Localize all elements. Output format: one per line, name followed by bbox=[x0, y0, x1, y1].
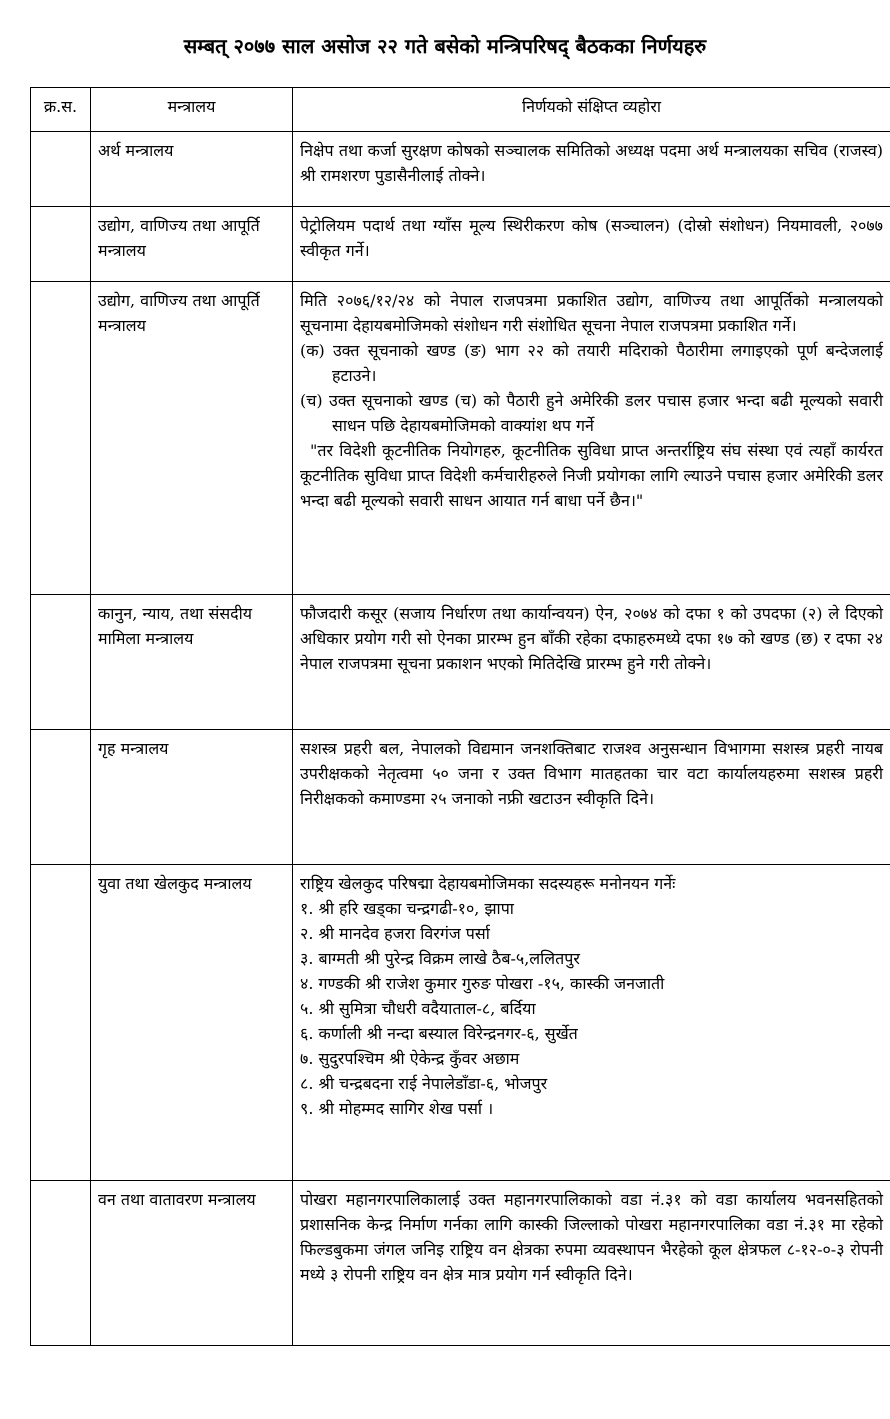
row-decision: फौजदारी कसूर (सजाय निर्धारण तथा कार्यान्वयन) ऐन, २०७४ को दफा १ को उपदफा (२) ले दिएको अधिकार प्रयोग गरी सो ऐनका प्रारम्भ हुन बाँकी रहेका दफाहरुमध्ये दफा १७ को खण्ड (छ) र दफा २४ नेपाल राजपत्रमा सूचना प्रकाशन भएको मितिदेखि प्रारम्भ हुने गरी तोक्ने। bbox=[293, 595, 890, 730]
decision-sub-item-a: (क) उक्त सूचनाको खण्ड (ङ) भाग २२ को तयारी मदिराको पैठारीमा लगाइएको पूर्ण बन्देजलाई हटाउने। bbox=[300, 341, 883, 385]
member-item: ४. गण्डकी श्री राजेश कुमार गुरुङ पोखरा -१५, कास्की जनजाती bbox=[300, 974, 665, 993]
table-header-row bbox=[31, 88, 890, 132]
row-ministry: अर्थ मन्त्रालय bbox=[91, 132, 293, 207]
decision-text: मिति २०७६/१२/२४ को नेपाल राजपत्रमा प्रकाशित उद्योग, वाणिज्य तथा आपूर्तिको मन्त्रालयको सूचनामा देहायबमोजिमको संशोधन गरी संशोधित सूचना नेपाल राजपत्रमा प्रकाशित गर्ने। bbox=[300, 291, 883, 335]
row-serial-number bbox=[31, 1181, 91, 1346]
header-serial-number: क्र.स. bbox=[31, 88, 91, 132]
row-ministry: युवा तथा खेलकुद मन्त्रालय bbox=[91, 865, 293, 1181]
decisions-table bbox=[30, 87, 890, 1346]
row-ministry: उद्योग, वाणिज्य तथा आपूर्ति मन्त्रालय bbox=[91, 207, 293, 282]
member-item: १. श्री हरि खड्का चन्द्रगढी-१०, झापा bbox=[300, 899, 514, 918]
member-item: ६. कर्णाली श्री नन्दा बस्याल विरेन्द्रनगर-६, सुर्खेत bbox=[300, 1024, 578, 1043]
row-decision: पेट्रोलियम पदार्थ तथा ग्याँस मूल्य स्थिरीकरण कोष (सञ्चालन) (दोस्रो संशोधन) नियमावली, २०७७ स्वीकृत गर्ने। bbox=[293, 207, 890, 282]
member-item: ८. श्री चन्द्रबदना राई नेपालेडाँडा-६, भोजपुर bbox=[300, 1074, 548, 1093]
member-item: ३. बाग्मती श्री पुरेन्द्र विक्रम लाखे ठैब-५,ललितपुर bbox=[300, 949, 580, 968]
row-decision bbox=[293, 865, 890, 1181]
row-serial-number bbox=[31, 282, 91, 595]
table-row bbox=[31, 730, 890, 865]
table-row bbox=[31, 1181, 890, 1346]
row-ministry: वन तथा वातावरण मन्त्रालय bbox=[91, 1181, 293, 1346]
member-item: ९. श्री मोहम्मद सागिर शेख पर्सा । bbox=[300, 1099, 494, 1118]
table-row bbox=[31, 595, 890, 730]
row-decision: पोखरा महानगरपालिकालाई उक्त महानगरपालिकाको वडा नं.३१ को वडा कार्यालय भवनसहितको प्रशासनिक केन्द्र निर्माण गर्नका लागि कास्की जिल्लाको पोखरा महानगरपालिका वडा नं.३१ मा रहेको फिल्डबुकमा जंगल जनिइ राष्ट्रिय वन क्षेत्रका रुपमा व्यवस्थापन भैरहेको कूल क्षेत्रफल ८-१२-०-३ रोपनी मध्ये ३ रोपनी राष्ट्रिय वन क्षेत्र मात्र प्रयोग गर्न स्वीकृति दिने। bbox=[293, 1181, 890, 1346]
row-decision: निक्षेप तथा कर्जा सुरक्षण कोषको सञ्चालक समितिको अध्यक्ष पदमा अर्थ मन्त्रालयका सचिव (राजस्व) श्री रामशरण पुडासैनीलाई तोक्ने। bbox=[293, 132, 890, 207]
table-row bbox=[31, 282, 890, 595]
row-ministry: गृह मन्त्रालय bbox=[91, 730, 293, 865]
row-serial-number bbox=[31, 132, 91, 207]
row-serial-number bbox=[31, 865, 91, 1181]
header-decision: निर्णयको संक्षिप्त व्यहोरा bbox=[293, 88, 890, 132]
table-row bbox=[31, 207, 890, 282]
member-item: ५. श्री सुमित्रा चौधरी वदैयाताल-८, बर्दिया bbox=[300, 999, 536, 1018]
row-decision bbox=[293, 282, 890, 595]
row-decision: सशस्त्र प्रहरी बल, नेपालको विद्यमान जनशक्तिबाट राजश्व अनुसन्धान विभागमा सशस्त्र प्रहरी नायब उपरीक्षकको नेतृत्वमा ५० जना र उक्त विभाग मातहतका चार वटा कार्यालयहरुमा सशस्त्र प्रहरी निरीक्षकको कमाण्डमा २५ जनाको नफ्री खटाउन स्वीकृति दिने। bbox=[293, 730, 890, 865]
table-row bbox=[31, 132, 890, 207]
row-ministry: उद्योग, वाणिज्य तथा आपूर्ति मन्त्रालय bbox=[91, 282, 293, 595]
row-serial-number bbox=[31, 730, 91, 865]
decision-sub-item-b: (च) उक्त सूचनाको खण्ड (च) को पैठारी हुने अमेरिकी डलर पचास हजार भन्दा बढी मूल्यको सवारी साधन पछि देहायबमोजिमको वाक्यांश थप गर्ने bbox=[300, 391, 883, 435]
decision-quote: "तर विदेशी कूटनीतिक नियोगहरु, कूटनीतिक सुविधा प्राप्त अन्तर्राष्ट्रिय संघ संस्था एवं त्यहाँ कार्यरत कूटनीतिक सुविधा प्राप्त विदेशी कर्मचारीहरुले निजी प्रयोगका लागि ल्याउने पचास हजार अमेरिकी डलर भन्दा बढी मूल्यको सवारी साधन आयात गर्न बाधा पर्ने छैन।" bbox=[300, 441, 883, 510]
member-item: २. श्री मानदेव हजरा विरगंज पर्सा bbox=[300, 924, 490, 943]
row-serial-number bbox=[31, 595, 91, 730]
page-title: सम्बत् २०७७ साल असोज २२ गते बसेको मन्त्रिपरिषद् बैठकका निर्णयहरु bbox=[183, 34, 707, 58]
row-serial-number bbox=[31, 207, 91, 282]
row-ministry: कानुन, न्याय, तथा संसदीय मामिला मन्त्रालय bbox=[91, 595, 293, 730]
header-ministry: मन्त्रालय bbox=[91, 88, 293, 132]
member-item: ७. सुदुरपश्चिम श्री ऐकेन्द्र कुँवर अछाम bbox=[300, 1049, 520, 1068]
table-row bbox=[31, 865, 890, 1181]
decision-text: राष्ट्रिय खेलकुद परिषद्मा देहायबमोजिमका सदस्यहरू मनोनयन गर्नेः bbox=[300, 874, 676, 893]
